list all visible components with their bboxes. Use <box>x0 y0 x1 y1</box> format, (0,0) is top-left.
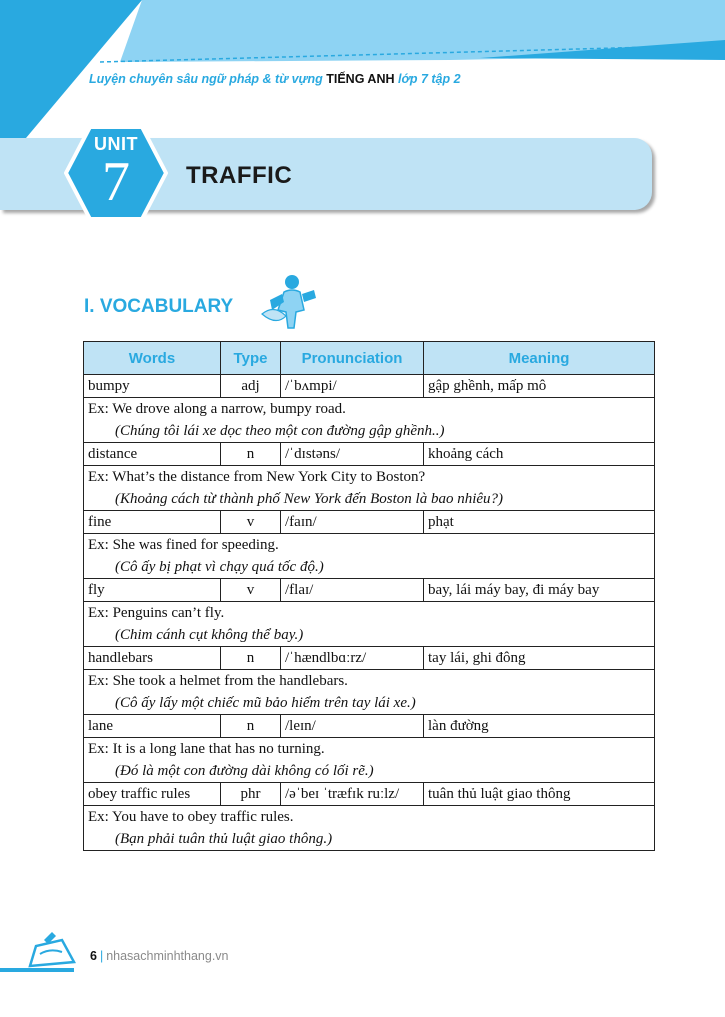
type-cell: adj <box>221 375 281 398</box>
type-cell: n <box>221 647 281 670</box>
example-row <box>84 534 655 579</box>
pronunciation-cell: /ˈbʌmpi/ <box>281 375 424 398</box>
example-sentence: Ex: Penguins can’t fly. <box>88 605 225 621</box>
word-cell: distance <box>84 443 221 466</box>
example-translation: (Bạn phải tuân thủ luật giao thông.) <box>115 831 333 847</box>
example-row <box>84 738 655 783</box>
word-cell: obey traffic rules <box>84 783 221 806</box>
meaning-cell: tuân thủ luật giao thông <box>424 783 655 806</box>
meaning-cell: bay, lái máy bay, đi máy bay <box>424 579 655 602</box>
example-cell <box>84 806 655 851</box>
meaning-cell: gập ghềnh, mấp mô <box>424 375 655 398</box>
people-illustration-icon <box>256 270 320 330</box>
table-header-row <box>84 342 655 375</box>
header-words: Words <box>84 342 221 375</box>
header-type: Type <box>221 342 281 375</box>
pronunciation-cell: /faɪn/ <box>281 511 424 534</box>
example-translation: (Chúng tôi lái xe dọc theo một con đường gập ghềnh..) <box>115 423 445 439</box>
word-cell: lane <box>84 715 221 738</box>
meaning-cell: khoảng cách <box>424 443 655 466</box>
footer-separator: | <box>99 949 104 963</box>
type-cell: v <box>221 579 281 602</box>
example-row <box>84 806 655 851</box>
example-row <box>84 398 655 443</box>
reading-hand-icon <box>0 932 80 974</box>
example-cell <box>84 602 655 647</box>
example-cell <box>84 738 655 783</box>
word-cell: fine <box>84 511 221 534</box>
example-cell <box>84 398 655 443</box>
footer <box>90 949 229 963</box>
pronunciation-cell: /ˈhændlbɑːrz/ <box>281 647 424 670</box>
series-suffix: lớp 7 tập 2 <box>394 72 461 86</box>
table-row <box>84 647 655 670</box>
type-cell: v <box>221 511 281 534</box>
section-title: I. VOCABULARY <box>84 296 234 317</box>
example-cell <box>84 466 655 511</box>
word-cell: handlebars <box>84 647 221 670</box>
example-translation: (Đó là một con đường dài không có lối rẽ.) <box>115 763 374 779</box>
publisher-website: nhasachminhthang.vn <box>106 949 229 963</box>
table-row <box>84 715 655 738</box>
table-row <box>84 443 655 466</box>
example-row <box>84 670 655 715</box>
example-translation: (Cô ấy bị phạt vì chạy quá tốc độ.) <box>115 559 324 575</box>
page-number: 6 <box>90 949 97 963</box>
word-cell: fly <box>84 579 221 602</box>
example-translation: (Cô ấy lấy một chiếc mũ bảo hiểm trên tay lái xe.) <box>115 695 416 711</box>
example-cell <box>84 670 655 715</box>
meaning-cell: làn đường <box>424 715 655 738</box>
meaning-cell: phạt <box>424 511 655 534</box>
pronunciation-cell: /flaɪ/ <box>281 579 424 602</box>
example-sentence: Ex: She took a helmet from the handlebars. <box>88 673 348 689</box>
pronunciation-cell: /leɪn/ <box>281 715 424 738</box>
header-pronunciation: Pronunciation <box>281 342 424 375</box>
example-translation: (Chim cánh cụt không thể bay.) <box>115 627 304 643</box>
example-sentence: Ex: It is a long lane that has no turning. <box>88 741 325 757</box>
table-row <box>84 511 655 534</box>
pronunciation-cell: /əˈbeɪ ˈtræfɪk ruːlz/ <box>281 783 424 806</box>
table-row <box>84 375 655 398</box>
example-sentence: Ex: She was fined for speeding. <box>88 537 279 553</box>
word-cell: bumpy <box>84 375 221 398</box>
example-sentence: Ex: We drove along a narrow, bumpy road. <box>88 401 346 417</box>
type-cell: n <box>221 443 281 466</box>
unit-number: 7 <box>102 151 130 213</box>
pronunciation-cell: /ˈdɪstəns/ <box>281 443 424 466</box>
vocabulary-table <box>83 341 655 851</box>
example-translation: (Khoảng cách từ thành phố New York đến Boston là bao nhiêu?) <box>115 491 504 507</box>
header-decoration <box>0 0 725 140</box>
example-sentence: Ex: What’s the distance from New York City to Boston? <box>88 469 426 485</box>
type-cell: phr <box>221 783 281 806</box>
book-series-title <box>89 72 461 86</box>
example-row <box>84 602 655 647</box>
type-cell: n <box>221 715 281 738</box>
unit-title: TRAFFIC <box>186 162 293 189</box>
unit-label: UNIT <box>94 134 138 154</box>
example-sentence: Ex: You have to obey traffic rules. <box>88 809 294 825</box>
series-subject: TIẾNG ANH <box>326 72 395 86</box>
table-row <box>84 579 655 602</box>
example-row <box>84 466 655 511</box>
meaning-cell: tay lái, ghi đông <box>424 647 655 670</box>
table-row <box>84 783 655 806</box>
series-prefix: Luyện chuyên sâu ngữ pháp & từ vựng <box>89 72 327 86</box>
header-meaning: Meaning <box>424 342 655 375</box>
example-cell <box>84 534 655 579</box>
